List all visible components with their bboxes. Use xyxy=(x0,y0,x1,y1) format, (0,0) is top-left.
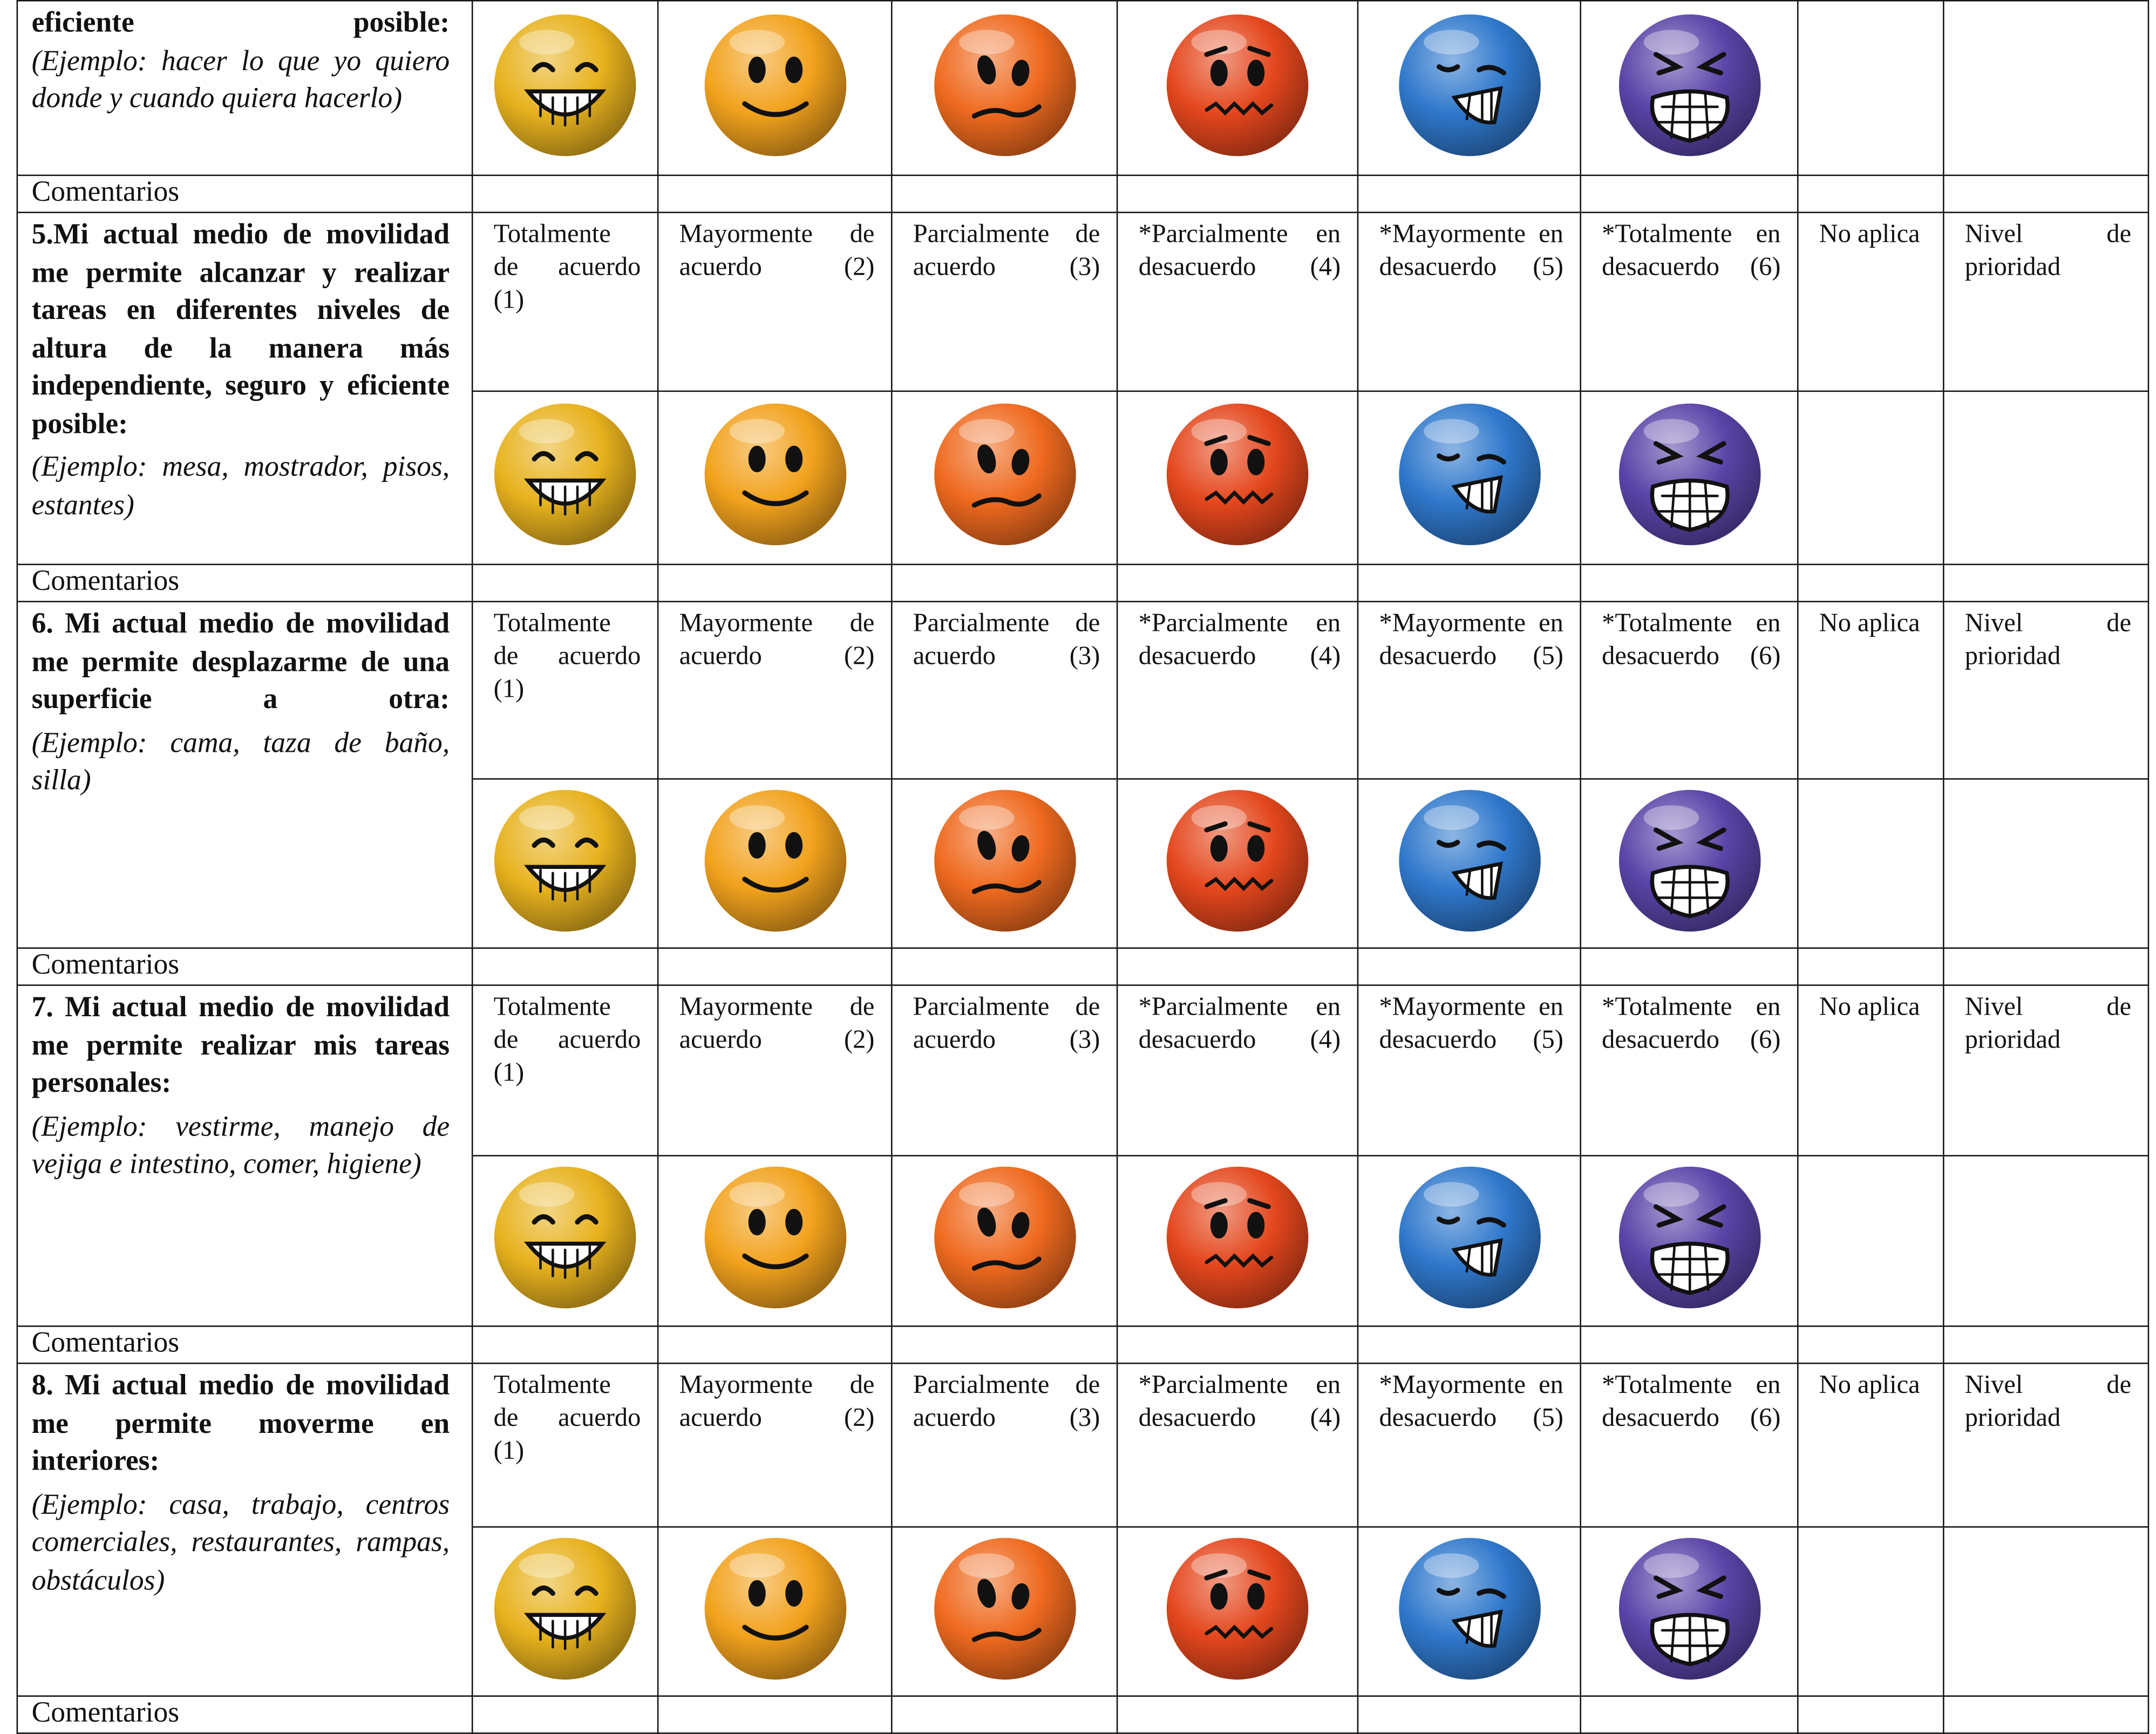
smiling-face-icon xyxy=(698,1531,852,1685)
face-option-cell[interactable] xyxy=(1358,1527,1581,1696)
scale-label-text: Totalmente de acuerdo (1) xyxy=(493,220,641,315)
worried-face-icon xyxy=(1160,1160,1314,1314)
uneasy-face-icon xyxy=(927,1531,1081,1685)
scale-label-text: Parcialmente de acuerdo (3) xyxy=(913,992,1100,1055)
scale-label-text: *Parcialmente en desacuerdo (4) xyxy=(1138,1371,1341,1433)
scale-label-text: Mayormente de acuerdo (2) xyxy=(679,1371,875,1433)
uneasy-face-icon xyxy=(927,8,1081,161)
face-option-cell[interactable] xyxy=(1581,1527,1798,1696)
comments-field[interactable] xyxy=(1358,565,1581,602)
comments-field[interactable] xyxy=(1798,1696,1943,1733)
face-option-cell[interactable] xyxy=(1117,391,1358,565)
scale-label-text: *Mayormente en desacuerdo (5) xyxy=(1379,609,1563,671)
comments-row xyxy=(17,948,2148,985)
scale-label-text: Parcialmente de acuerdo (3) xyxy=(913,220,1100,282)
face-option-cell[interactable] xyxy=(1581,779,1798,948)
no-aplica-cell[interactable] xyxy=(1798,391,1943,565)
comments-field[interactable] xyxy=(892,175,1117,213)
grinning-face-icon xyxy=(488,1160,642,1314)
scale-label-8 xyxy=(1943,985,2148,1155)
scale-label-text: Mayormente de acuerdo (2) xyxy=(679,220,875,282)
face-option-cell[interactable] xyxy=(1117,1155,1358,1326)
grinning-face-icon xyxy=(488,1531,642,1685)
comments-field[interactable] xyxy=(1798,175,1943,213)
comments-field[interactable] xyxy=(1581,175,1798,213)
grimacing-face-icon xyxy=(1392,8,1546,161)
scale-label-7 xyxy=(1798,213,1943,391)
face-option-cell[interactable] xyxy=(1358,1155,1581,1326)
priority-cell[interactable] xyxy=(1943,391,2148,565)
scale-label-text: Totalmente de acuerdo (1) xyxy=(493,609,641,704)
scale-label-text: Mayormente de acuerdo (2) xyxy=(679,992,875,1055)
face-option-cell[interactable] xyxy=(892,1,1117,175)
grimacing-face-icon xyxy=(1392,783,1546,937)
scale-label-1 xyxy=(472,1363,658,1527)
face-option-cell[interactable] xyxy=(1358,1,1581,175)
face-option-cell[interactable] xyxy=(658,779,892,948)
face-option-cell[interactable] xyxy=(472,1527,658,1696)
scale-label-3 xyxy=(892,213,1117,391)
scale-label-text: No aplica xyxy=(1819,1371,1920,1400)
scale-label-5 xyxy=(1358,1363,1581,1527)
face-option-cell[interactable] xyxy=(1581,1,1798,175)
scale-label-4 xyxy=(1117,1363,1358,1527)
comments-label: Comentarios xyxy=(17,565,472,602)
face-option-cell[interactable] xyxy=(472,1,658,175)
worried-face-icon xyxy=(1160,783,1314,937)
question-example: (Ejemplo: mesa, mostrador, pisos, estantes) xyxy=(31,450,450,521)
uneasy-face-icon xyxy=(927,397,1081,551)
scale-label-6 xyxy=(1581,985,1798,1155)
face-option-cell[interactable] xyxy=(892,1527,1117,1696)
comments-field[interactable] xyxy=(472,565,658,602)
comments-field[interactable] xyxy=(1117,948,1358,985)
comments-field[interactable] xyxy=(658,1696,892,1733)
comments-field[interactable] xyxy=(892,1326,1117,1363)
scale-label-8 xyxy=(1943,213,2148,391)
comments-field[interactable] xyxy=(472,1326,658,1363)
face-option-cell[interactable] xyxy=(1358,779,1581,948)
comments-field[interactable] xyxy=(892,565,1117,602)
question-example: (Ejemplo: vestirme, manejo de vejiga e intestino, comer, higiene) xyxy=(31,1109,450,1180)
question-example: (Ejemplo: casa, trabajo, centros comerciales, restaurantes, rampas, obstáculos) xyxy=(31,1487,450,1596)
face-option-cell[interactable] xyxy=(658,1,892,175)
comments-field[interactable] xyxy=(1943,565,2148,602)
priority-cell[interactable] xyxy=(1943,1,2148,175)
no-aplica-cell[interactable] xyxy=(1798,1,1943,175)
scale-label-text: Nivel de prioridad xyxy=(1964,1371,2132,1433)
priority-cell[interactable] xyxy=(1943,1155,2148,1326)
scale-label-8 xyxy=(1943,1363,2148,1527)
no-aplica-cell[interactable] xyxy=(1798,1527,1943,1696)
no-aplica-cell[interactable] xyxy=(1798,779,1943,948)
scale-label-2 xyxy=(658,985,892,1155)
scale-label-1 xyxy=(472,602,658,779)
comments-field[interactable] xyxy=(1943,1696,2148,1733)
smiling-face-icon xyxy=(698,783,852,937)
scale-label-6 xyxy=(1581,213,1798,391)
distressed-face-icon xyxy=(1612,8,1766,161)
scale-label-text: Nivel de prioridad xyxy=(1964,220,2132,282)
scale-label-text: *Mayormente en desacuerdo (5) xyxy=(1379,220,1563,282)
scale-label-4 xyxy=(1117,985,1358,1155)
scale-label-text: *Parcialmente en desacuerdo (4) xyxy=(1138,220,1341,282)
comments-field[interactable] xyxy=(472,175,658,213)
scale-label-text: *Mayormente en desacuerdo (5) xyxy=(1379,992,1563,1055)
comments-field[interactable] xyxy=(1117,1326,1358,1363)
comments-field[interactable] xyxy=(1943,175,2148,213)
scale-label-text: *Totalmente en desacuerdo (6) xyxy=(1602,220,1781,282)
priority-cell[interactable] xyxy=(1943,779,2148,948)
face-option-cell[interactable] xyxy=(1581,1155,1798,1326)
face-option-cell[interactable] xyxy=(1358,391,1581,565)
comments-field[interactable] xyxy=(472,948,658,985)
question-statement: 8. Mi actual medio de movilidad me permite moverme en interiores: xyxy=(31,1368,450,1477)
scale-label-3 xyxy=(892,602,1117,779)
uneasy-face-icon xyxy=(927,783,1081,937)
comments-field[interactable] xyxy=(1358,175,1581,213)
question-statement: 5.Mi actual medio de movilidad me permite alcanzar y realizar tareas en diferentes niveles de altura de la manera más independiente, seguro y eficiente posible: xyxy=(31,217,450,440)
scale-label-text: No aplica xyxy=(1819,992,1920,1022)
question-statement: 6. Mi actual medio de movilidad me permite desplazarme de una superficie a otra: xyxy=(31,606,450,715)
scale-label-text: No aplica xyxy=(1819,609,1920,638)
scale-label-text: No aplica xyxy=(1819,220,1920,249)
face-option-cell[interactable] xyxy=(472,391,658,565)
distressed-face-icon xyxy=(1612,783,1766,937)
face-option-cell[interactable] xyxy=(892,391,1117,565)
comments-field[interactable] xyxy=(658,175,892,213)
scale-label-text: *Parcialmente en desacuerdo (4) xyxy=(1138,992,1341,1055)
comments-row xyxy=(17,1326,2148,1363)
scale-label-text: Totalmente de acuerdo (1) xyxy=(493,992,641,1088)
face-option-cell[interactable] xyxy=(658,391,892,565)
face-option-cell[interactable] xyxy=(472,1155,658,1326)
scale-label-6 xyxy=(1581,602,1798,779)
grimacing-face-icon xyxy=(1392,1160,1546,1314)
distressed-face-icon xyxy=(1612,1531,1766,1685)
comments-field[interactable] xyxy=(1943,948,2148,985)
priority-cell[interactable] xyxy=(1943,1527,2148,1696)
smiling-face-icon xyxy=(698,397,852,551)
scale-label-text: Totalmente de acuerdo (1) xyxy=(493,1371,641,1466)
grimacing-face-icon xyxy=(1392,397,1546,551)
scale-label-row xyxy=(17,602,2148,779)
scale-label-text: Nivel de prioridad xyxy=(1964,992,2132,1055)
question-example: (Ejemplo: cama, taza de baño, silla) xyxy=(31,725,450,797)
worried-face-icon xyxy=(1160,8,1314,161)
scale-label-2 xyxy=(658,213,892,391)
comments-field[interactable] xyxy=(1581,1696,1798,1733)
no-aplica-cell[interactable] xyxy=(1798,1155,1943,1326)
scale-label-3 xyxy=(892,985,1117,1155)
smiling-face-icon xyxy=(698,8,852,161)
face-option-cell[interactable] xyxy=(1581,391,1798,565)
comments-field[interactable] xyxy=(1358,1696,1581,1733)
face-option-cell[interactable] xyxy=(1117,1,1358,175)
scale-label-row xyxy=(17,1363,2148,1527)
face-option-cell[interactable] xyxy=(892,779,1117,948)
comments-label: Comentarios xyxy=(17,1696,472,1733)
question-cell xyxy=(17,1363,472,1696)
comments-row xyxy=(17,1696,2148,1733)
scale-label-text: Parcialmente de acuerdo (3) xyxy=(913,1371,1100,1433)
question-example: (Ejemplo: hacer lo que yo quiero donde y cuando quiera hacerlo) xyxy=(31,43,450,114)
scale-label-text: Mayormente de acuerdo (2) xyxy=(679,609,875,671)
comments-field[interactable] xyxy=(472,1696,658,1733)
comments-label: Comentarios xyxy=(17,175,472,213)
comments-field[interactable] xyxy=(892,1696,1117,1733)
question-cell xyxy=(17,213,472,565)
scale-label-text: *Mayormente en desacuerdo (5) xyxy=(1379,1371,1563,1433)
distressed-face-icon xyxy=(1612,397,1766,551)
face-option-cell[interactable] xyxy=(658,1527,892,1696)
comments-field[interactable] xyxy=(1581,948,1798,985)
scale-label-5 xyxy=(1358,985,1581,1155)
grinning-face-icon xyxy=(488,397,642,551)
grinning-face-icon xyxy=(488,8,642,161)
face-option-cell[interactable] xyxy=(472,779,658,948)
comments-field[interactable] xyxy=(658,948,892,985)
scale-label-text: Parcialmente de acuerdo (3) xyxy=(913,609,1100,671)
comments-label: Comentarios xyxy=(17,1326,472,1363)
question-cell xyxy=(17,1,472,175)
question-cell xyxy=(17,985,472,1326)
question-cell xyxy=(17,602,472,948)
grinning-face-icon xyxy=(488,783,642,937)
distressed-face-icon xyxy=(1612,1160,1766,1314)
scale-label-2 xyxy=(658,1363,892,1527)
scale-label-5 xyxy=(1358,602,1581,779)
comments-field[interactable] xyxy=(658,1326,892,1363)
face-option-cell[interactable] xyxy=(892,1155,1117,1326)
comments-field[interactable] xyxy=(892,948,1117,985)
comments-field[interactable] xyxy=(1358,1326,1581,1363)
comments-field[interactable] xyxy=(1943,1326,2148,1363)
comments-field[interactable] xyxy=(1358,948,1581,985)
comments-row xyxy=(17,175,2148,213)
scale-label-4 xyxy=(1117,602,1358,779)
comments-field[interactable] xyxy=(1117,1696,1358,1733)
scale-label-2 xyxy=(658,602,892,779)
comments-field[interactable] xyxy=(1581,1326,1798,1363)
face-option-cell[interactable] xyxy=(658,1155,892,1326)
worried-face-icon xyxy=(1160,397,1314,551)
face-row xyxy=(17,1,2148,175)
uneasy-face-icon xyxy=(927,1160,1081,1314)
smiling-face-icon xyxy=(698,1160,852,1314)
scale-label-6 xyxy=(1581,1363,1798,1527)
scale-label-7 xyxy=(1798,1363,1943,1527)
scale-label-3 xyxy=(892,1363,1117,1527)
scale-label-1 xyxy=(472,985,658,1155)
mobility-survey-table xyxy=(17,0,2150,1734)
scale-label-5 xyxy=(1358,213,1581,391)
comments-field[interactable] xyxy=(658,565,892,602)
comments-field[interactable] xyxy=(1798,948,1943,985)
comments-row xyxy=(17,565,2148,602)
scale-label-7 xyxy=(1798,602,1943,779)
question-statement: eficiente posible: xyxy=(31,5,450,39)
scale-label-4 xyxy=(1117,213,1358,391)
scale-label-row xyxy=(17,213,2148,391)
comments-field[interactable] xyxy=(1581,565,1798,602)
face-option-cell[interactable] xyxy=(1117,779,1358,948)
scale-label-7 xyxy=(1798,985,1943,1155)
scale-label-text: *Parcialmente en desacuerdo (4) xyxy=(1138,609,1341,671)
comments-field[interactable] xyxy=(1798,565,1943,602)
scale-label-text: Nivel de prioridad xyxy=(1964,609,2132,671)
worried-face-icon xyxy=(1160,1531,1314,1685)
grimacing-face-icon xyxy=(1392,1531,1546,1685)
face-option-cell[interactable] xyxy=(1117,1527,1358,1696)
scale-label-8 xyxy=(1943,602,2148,779)
scale-label-text: *Totalmente en desacuerdo (6) xyxy=(1602,609,1781,671)
scale-label-row xyxy=(17,985,2148,1155)
scale-label-text: *Totalmente en desacuerdo (6) xyxy=(1602,1371,1781,1433)
comments-field[interactable] xyxy=(1117,175,1358,213)
comments-field[interactable] xyxy=(1117,565,1358,602)
scale-label-1 xyxy=(472,213,658,391)
question-statement: 7. Mi actual medio de movilidad me permite realizar mis tareas personales: xyxy=(31,990,450,1099)
scale-label-text: *Totalmente en desacuerdo (6) xyxy=(1602,992,1781,1055)
comments-field[interactable] xyxy=(1798,1326,1943,1363)
comments-label: Comentarios xyxy=(17,948,472,985)
